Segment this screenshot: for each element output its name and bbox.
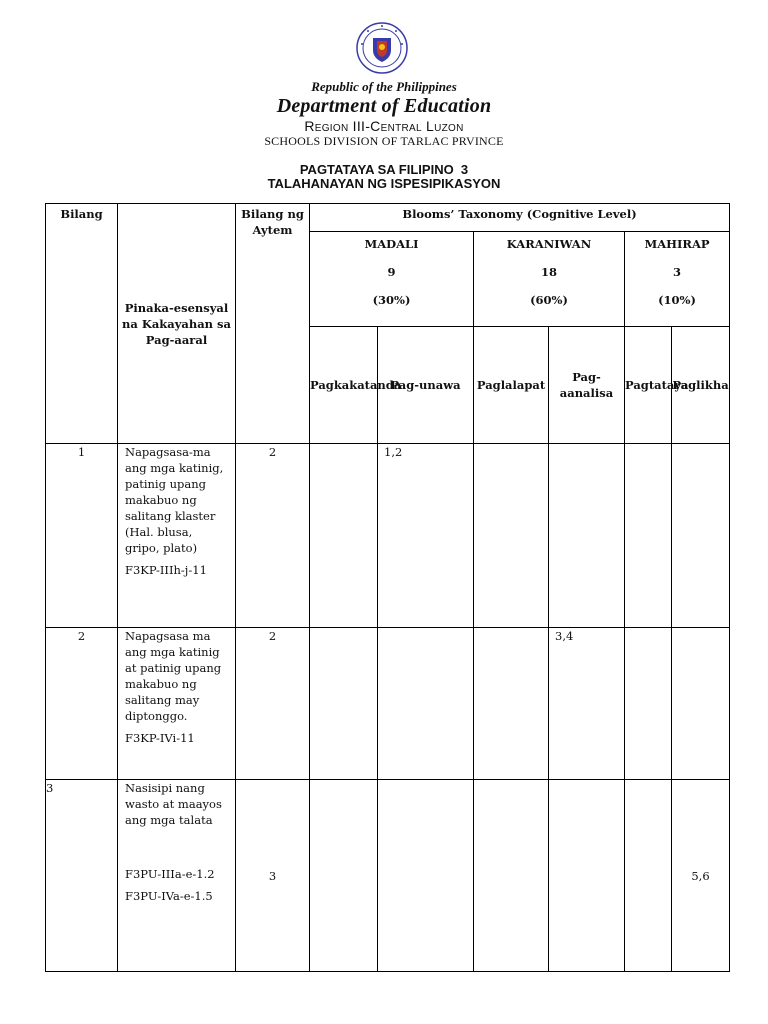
sublevel-pagkakatanda: Pagkakatanda: [310, 327, 378, 444]
sublevel-pagtataya: Pagtataya: [625, 327, 672, 444]
level-mahirap: [625, 232, 730, 327]
pag-aanalisa-cell: [549, 444, 625, 628]
item-count: 3: [236, 780, 310, 972]
pag-unawa-cell: [378, 780, 474, 972]
republic-label: Republic of the Philippines: [311, 79, 457, 94]
document-subtitle: TALAHANAYAN NG ISPESIPIKASYON: [267, 176, 501, 191]
pagtataya-cell: [625, 780, 672, 972]
pag-unawa-cell: 1,2: [378, 444, 474, 628]
pag-unawa-cell: [378, 628, 474, 780]
header-blooms-taxonomy: Blooms’ Taxonomy (Cognitive Level): [310, 204, 730, 232]
department-title: Department of Education: [276, 95, 492, 117]
pag-aanalisa-cell: [549, 780, 625, 972]
header-bilang: Bilang: [46, 204, 118, 444]
competency-cell: [118, 444, 236, 628]
competency-text: Napagsasa ma ang mga katinig at patinig upang makabuo ng salitang may diptonggo.: [125, 629, 222, 723]
row-number: 1: [46, 444, 118, 628]
level-name: KARANIWAN: [506, 237, 592, 251]
specification-table: [45, 203, 730, 972]
pagkakatanda-cell: [310, 628, 378, 780]
sublevel-paglalapat: Paglalapat: [474, 327, 549, 444]
level-name: MAHIRAP: [644, 237, 710, 251]
header-bilang-ng-aytem: Bilang ng Aytem: [236, 204, 310, 444]
table-row: [46, 628, 730, 780]
paglikha-cell: 5,6: [672, 780, 730, 972]
competency-text: Nasisipi nang wasto at maayos ang mga talata: [125, 781, 222, 827]
paglikha-cell: [672, 628, 730, 780]
competency-code: F3KP-IVi-11: [125, 731, 195, 745]
level-percent: (60%): [530, 293, 568, 307]
pagtataya-cell: [625, 628, 672, 780]
row-number: 3: [46, 780, 118, 972]
document-title: PAGTATAYA SA FILIPINO 3: [299, 162, 469, 177]
pagtataya-cell: [625, 444, 672, 628]
competency-code: F3PU-IVa-e-1.5: [125, 889, 213, 903]
division-label: SCHOOLS DIVISION OF TARLAC PRVINCE: [264, 134, 504, 148]
level-count: 9: [387, 265, 396, 279]
level-madali: [310, 232, 474, 327]
pagkakatanda-cell: [310, 780, 378, 972]
pagkakatanda-cell: [310, 444, 378, 628]
header-pinaka-esensyal: Pinaka-esensyal na Kakayahan sa Pag-aaral: [118, 204, 236, 444]
sublevel-paglikha: Paglikha: [672, 327, 730, 444]
paglalapat-cell: [474, 628, 549, 780]
competency-cell: [118, 780, 236, 972]
item-count: 2: [236, 628, 310, 780]
level-percent: (30%): [372, 293, 411, 307]
paglalapat-cell: [474, 444, 549, 628]
competency-code: F3KP-IIIh-j-11: [125, 563, 207, 577]
sublevel-pag-unawa: Pag-unawa: [378, 327, 474, 444]
level-percent: (10%): [658, 293, 696, 307]
level-count: 3: [673, 265, 682, 279]
level-count: 18: [540, 265, 557, 279]
paglikha-cell: [672, 444, 730, 628]
competency-code: F3PU-IIIa-e-1.2: [125, 867, 215, 881]
competency-text: Napagsasa-ma ang mga katinig, patinig upang makabuo ng salitang klaster (Hal. blusa, gripo, plato): [125, 445, 224, 555]
table-row: [46, 780, 730, 972]
region-label: Region III-Central Luzon: [304, 118, 464, 134]
competency-cell: [118, 628, 236, 780]
level-name: MADALI: [364, 237, 419, 251]
row-number: 2: [46, 628, 118, 780]
deped-seal-icon: [356, 22, 408, 74]
sublevel-pag-aanalisa: Pag-aanalisa: [549, 327, 625, 444]
pag-aanalisa-cell: 3,4: [549, 628, 625, 780]
table-row: [46, 444, 730, 628]
level-karaniwan: [474, 232, 625, 327]
paglalapat-cell: [474, 780, 549, 972]
item-count: 2: [236, 444, 310, 628]
